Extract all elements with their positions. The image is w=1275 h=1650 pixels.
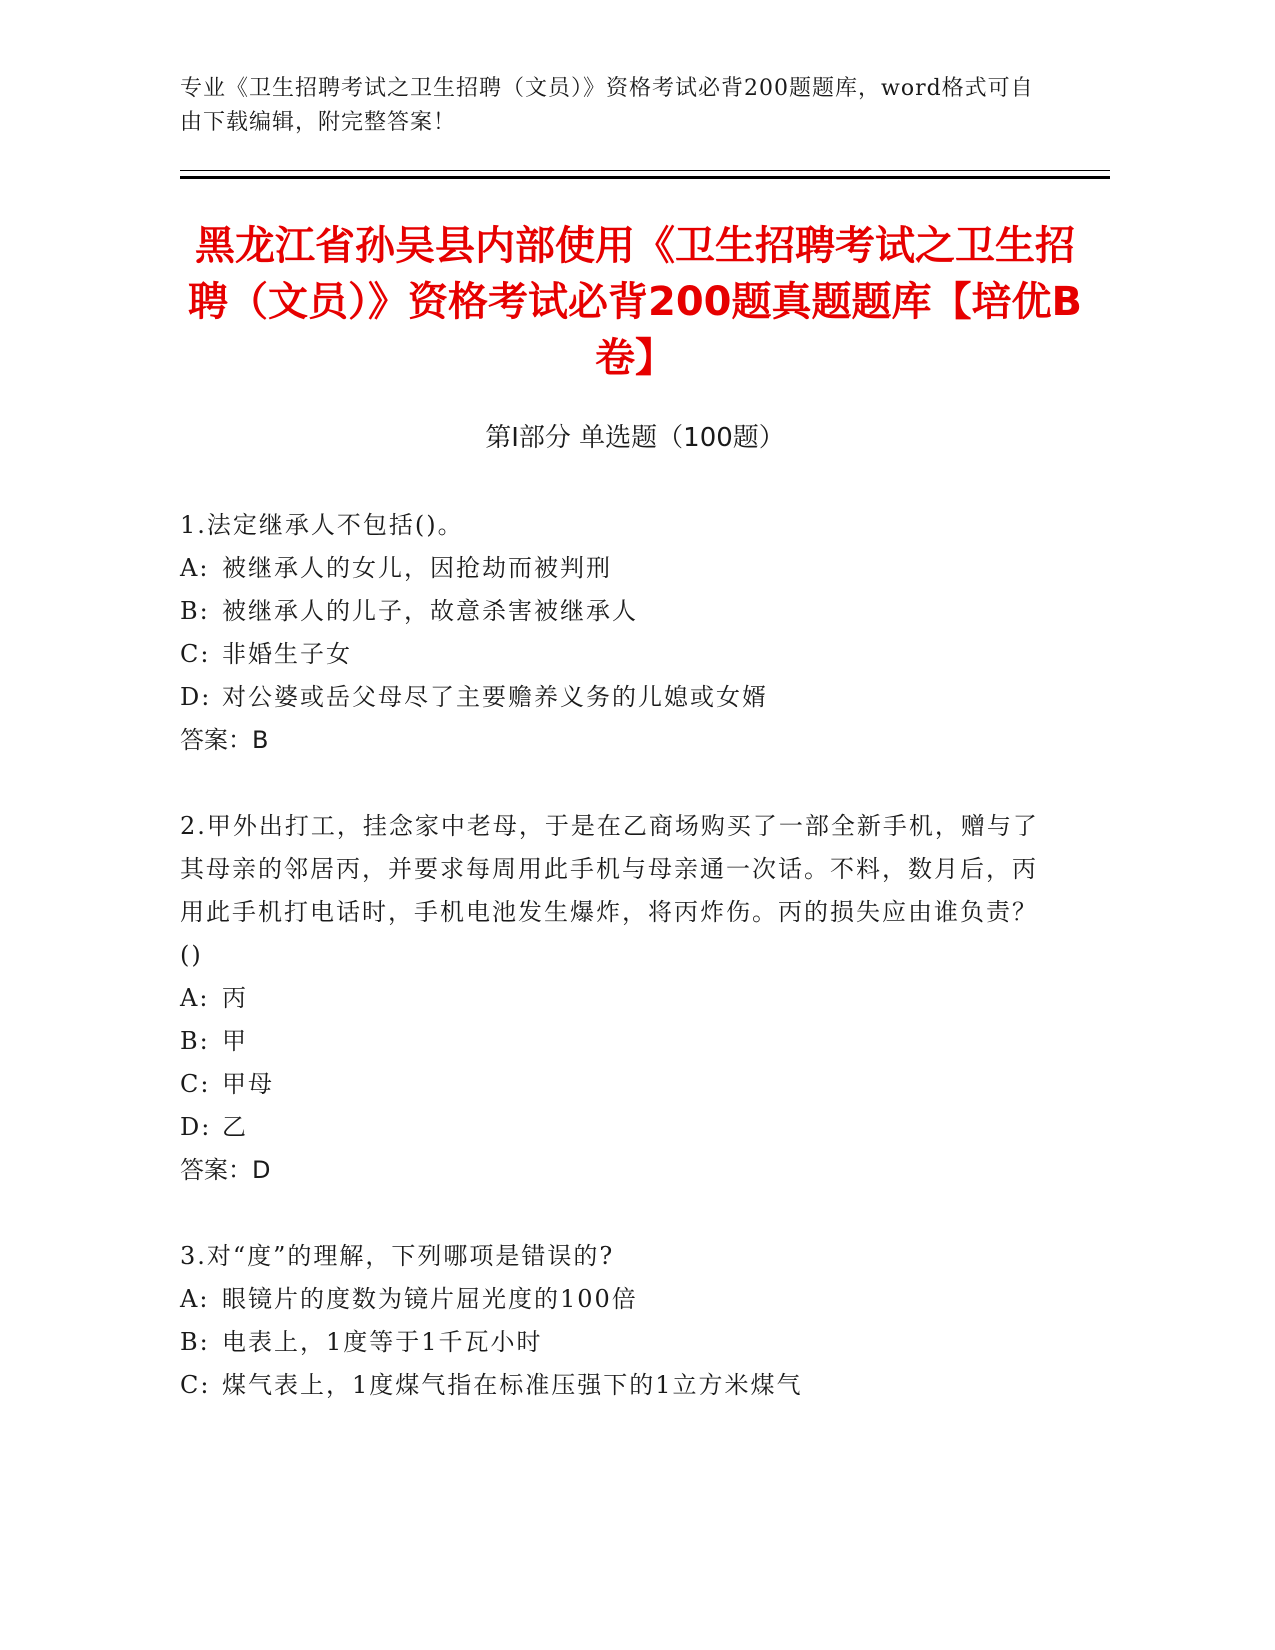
header-divider-thick: [180, 176, 1110, 179]
section-heading: 第I部分 单选题（100题）: [485, 423, 785, 453]
question-list: [180, 504, 1060, 1450]
option-text: 甲母: [222, 1070, 274, 1098]
option-key: C:: [180, 1070, 211, 1098]
option-text: 乙: [222, 1113, 248, 1141]
header-divider-thin: [180, 170, 1110, 171]
option-key: C:: [180, 1371, 211, 1399]
option-text: 眼镜片的度数为镜片屈光度的100倍: [222, 1285, 638, 1313]
option-text: 煤气表上，1度煤气指在标准压强下的1立方米煤气: [222, 1371, 803, 1399]
question-1: [180, 504, 1060, 762]
option-a: [180, 547, 1060, 590]
option-text: 对公婆或岳父母尽了主要赡养义务的儿媳或女婿: [222, 683, 768, 711]
option-key: B:: [180, 597, 210, 625]
option-b: [180, 590, 1060, 633]
option-key: B:: [180, 1328, 210, 1356]
option-d: [180, 1106, 1060, 1149]
option-c: [180, 1364, 1060, 1407]
answer: 答案：D: [180, 1156, 271, 1184]
option-a: [180, 977, 1060, 1020]
option-key: A:: [180, 984, 210, 1012]
option-text: 非婚生子女: [222, 640, 352, 668]
option-c: [180, 633, 1060, 676]
option-text: 被继承人的儿子，故意杀害被继承人: [222, 597, 638, 625]
option-c: [180, 1063, 1060, 1106]
option-a: [180, 1278, 1060, 1321]
question-2: [180, 805, 1060, 1192]
option-key: D:: [180, 1113, 212, 1141]
document-title: 黑龙江省孙吴县内部使用《卫生招聘考试之卫生招聘（文员）》资格考试必背200题真题题库【培优B卷】: [188, 223, 1082, 381]
question-stem: 1.法定继承人不包括()。: [180, 511, 464, 539]
option-d: [180, 676, 1060, 719]
question-stem: 3.对“度”的理解，下列哪项是错误的?: [180, 1242, 615, 1270]
option-text: 丙: [222, 984, 248, 1012]
answer: 答案：B: [180, 726, 269, 754]
option-b: [180, 1020, 1060, 1063]
option-key: A:: [180, 554, 210, 582]
option-key: B:: [180, 1027, 210, 1055]
header-note: 专业《卫生招聘考试之卫生招聘（文员）》资格考试必背200题题库，word格式可自由下载编辑，附完整答案！: [180, 76, 1034, 135]
option-key: D:: [180, 683, 212, 711]
option-text: 被继承人的女儿，因抢劫而被判刑: [222, 554, 612, 582]
option-b: [180, 1321, 1060, 1364]
option-text: 电表上，1度等于1千瓦小时: [222, 1328, 543, 1356]
option-key: C:: [180, 640, 211, 668]
question-3: [180, 1235, 1060, 1407]
option-text: 甲: [222, 1027, 248, 1055]
option-key: A:: [180, 1285, 210, 1313]
question-stem: 2.甲外出打工，挂念家中老母，于是在乙商场购买了一部全新手机，赠与了其母亲的邻居丙，并要求每周用此手机与母亲通一次话。不料，数月后，丙用此手机打电话时，手机电池发生爆炸，将丙炸伤。丙的损失应由谁负责？(): [180, 812, 1039, 969]
